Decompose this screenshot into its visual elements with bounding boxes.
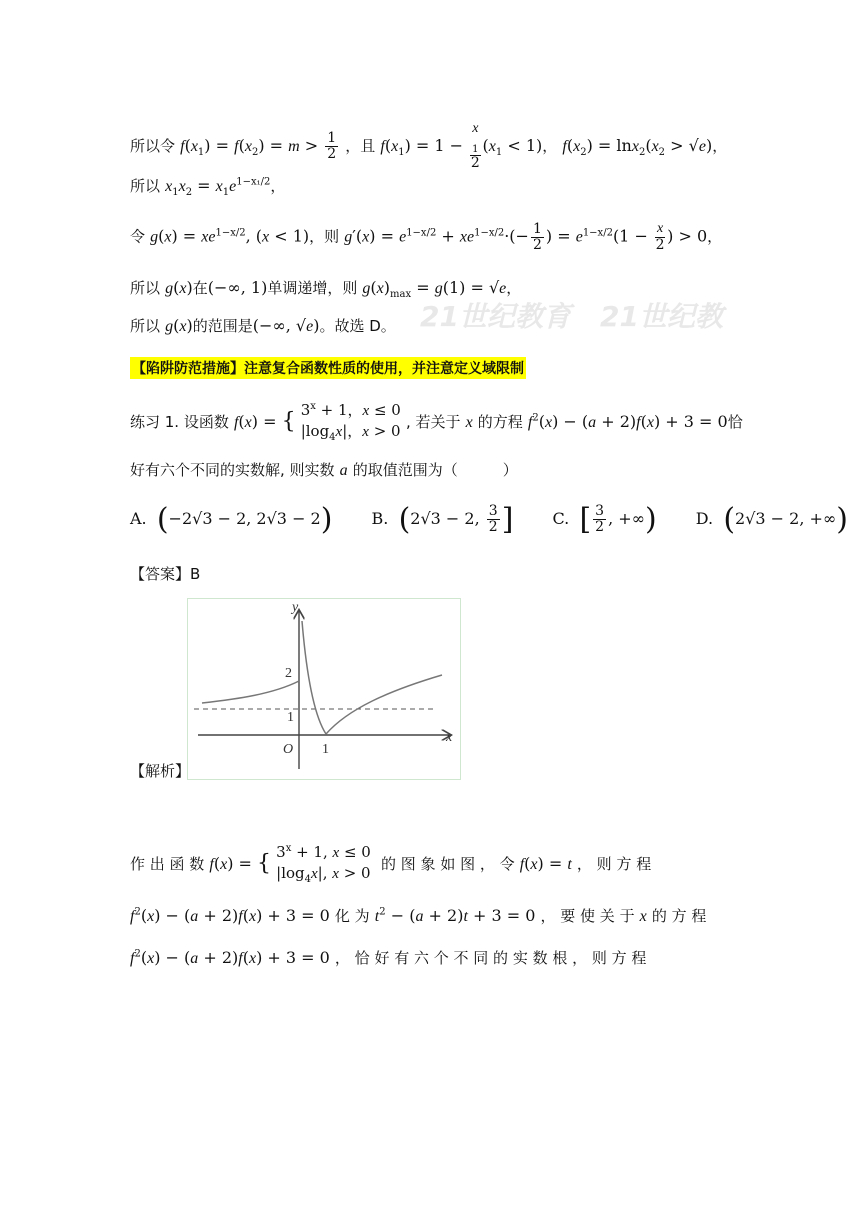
option-a: A. (−2√3 − 2, 2√3 − 2): [130, 502, 333, 537]
label-two: 2: [285, 666, 292, 681]
option-c: C. [ $\frac{3}{2}$ , +∞): [552, 502, 657, 537]
solution-line-4: 所以 g(x)在(−∞, 1)单调递增，则 $g(x)_{max} = g(1) = √e$，: [130, 278, 522, 301]
option-d: D. (2√3 − 2, +∞): [695, 502, 848, 537]
analysis-line-3: $f^2(x) - (a + 2)f(x) + 3 = 0$ ， 恰 好 有 六 个 不 同 的 实 数 根 ， 则 方 程: [130, 948, 647, 967]
analysis-label: 【解析】: [130, 762, 191, 780]
curve-middle: [302, 621, 326, 734]
label-one-y: 1: [287, 710, 294, 725]
analysis-line-1: 作 出 函 数 f(x) = { $3^x + 1$, x ≤ 0 $|\log_4x|$, x > 0 的 图 象 如 图 ， 令 f(x) = t ， 则 方 程: [130, 843, 652, 886]
solution-line-3: 令 $g(x) = xe^{1-x/2}$, (x < 1)，则 $g'(x) = e^{1-x/2} + xe^{1-x/2}\cdot(-$ $\frac{1}{2}$ ) = $e^{1-x/2}(1$ − $\frac{x}{2}$ ) > 0，: [130, 221, 723, 253]
solution-line-1: 所以令 $f(x_1) = f(x_2) = m$ > $\frac{1}{2}$ ，且 $f(x_1) = 1$ − x $_1$ 2 $(x_1 < 1)$， $f(x_2) = \ln x_2(x_2 > √e)$，: [130, 121, 728, 171]
solution-line-5: 所以 g(x)的范围是(−∞, √e)。故选 D。: [130, 316, 396, 335]
graph-svg: [188, 599, 460, 779]
label-x: x: [446, 730, 453, 745]
exercise-line-2: 好有六个不同的实数解, 则实数 a 的取值范围为（ ）: [130, 461, 518, 479]
trap-prevention-banner: 【陷阱防范措施】注意复合函数性质的使用，并注意定义域限制: [130, 357, 526, 379]
label-origin: O: [283, 742, 294, 757]
label-one-x: 1: [322, 742, 329, 757]
analysis-line-2: $f^2(x) - (a + 2)f(x) + 3 = 0$ 化 为 $t^2 - (a + 2)t + 3 = 0$ ， 要 使 关 于 x 的 方 程: [130, 906, 707, 925]
curve-left: [202, 681, 299, 703]
answer-line: 【答案】B: [130, 565, 201, 583]
watermark-2: 21世纪教育: [420, 300, 571, 333]
exercise-line-1: 练习 1. 设函数 f(x) = { $3^x + 1$，x ≤ 0 $|\log_4x|$，x > 0 , 若关于 x 的方程 $f^2(x) - (a + 2)f(x) + 3 = 0$恰: [130, 401, 743, 444]
watermark-1: 21世纪教: [600, 300, 723, 333]
curve-right: [326, 675, 442, 734]
solution-line-2: 所以 $x_1x_2 = x_1e^{1-x_1/2}$，: [130, 176, 286, 199]
label-y: y: [292, 600, 299, 615]
function-graph: [187, 598, 461, 780]
option-b: B. (2√3 − 2, $\frac{3}{2}$ ]: [371, 502, 514, 537]
answer-options: [130, 502, 860, 537]
